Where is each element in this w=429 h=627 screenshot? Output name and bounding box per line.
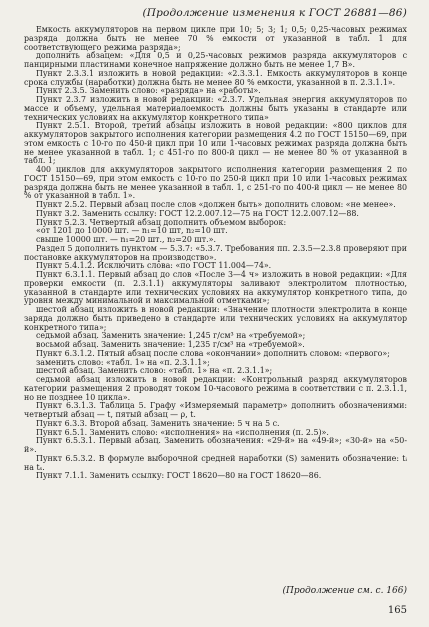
paragraph: шестой абзац. Заменить слово: «табл. 1» на «п. 2.3.1.1»; [36,366,273,376]
continuation-note: (Продолжение см. с. 166) [282,586,407,596]
paragraph: шестой абзац изложить в новой редакции: «Значение плотности электролита в конце заряда должно быть приведено в стандарте или технических условиях на аккумулятор конкретного типа»; [24,305,407,332]
paragraph: Пункт 6.5.3.1. Первый абзац. Заменить обозначения: «29-й» на «49-й»; «30-й» на «50-й». [24,436,407,454]
paragraph: Пункт 6.3.1.1. Первый абзац до слов «После 3—4 ч» изложить в новой редакции: «Для проверки емкости (п. 2.3.1.1) аккумуляторы заливают электролитом плотностью, указанной в стандарте или технических условиях на аккумулятор конкретного типа, до уровня между минимальной и максимальной отметками»; [24,270,407,306]
paragraph: Пункт 2.3.5. Заменить слово: «разряда» на «работы». [36,86,261,96]
paragraph: Пункт 6.3.3. Второй абзац. Заменить значение: 5 ч на 5 с. [36,418,280,428]
paragraph: «от 1201 до 10000 шт. — n₁=10 шт, n₂=10 шт. [36,226,228,236]
paragraph: седьмой абзац. Заменить значение: 1,245 г/см³ на «требуемой»; [36,331,306,341]
paragraph: Пункт 2.5.1. Второй, третий абзацы изложить в новой редакции: «800 циклов для аккумуляторов закрытого исполнения категории размещения 4.2 по ГОСТ 15150—69, при этом емкость с 10-го по 450-й цикл при 10 или 1-часовых режимах разряда должна быть не менее указанной в табл. 1; с 451-го по 800-й цикл — не менее 80 % от указанной в табл. 1; [24,121,407,166]
paragraph: Пункт 6.3.1.2. Пятый абзац после слова «окончании» дополнить словом: «первого»; [36,348,390,358]
paragraph: Пункт 2.3.7 изложить в новой редакции: «2.3.7. Удельная энергия аккумуляторов по массе и объему, удельная материалоемкость должны быть указаны в стандарте или технических условиях на аккумулятор конкретного типа» [24,95,407,122]
paragraph: Пункт 2.5.2. Первый абзац после слов «должен быть» дополнить словом: «не менее». [36,200,396,209]
paragraph: заменить слово: «табл. 1» на «п. 2.3.1.1»; [36,357,210,367]
paragraph: Пункт 3.2. Заменить ссылку: ГОСТ 12.2.007.12—75 на ГОСТ 12.2.007.12—88. [36,208,359,218]
paragraph: Пункт 7.1.1. Заменить ссылку: ГОСТ 18620—80 на ГОСТ 18620—86. [36,471,322,481]
paragraph: 400 циклов для аккумуляторов закрытого исполнения категории размещения 2 по ГОСТ 15150—69, при этом емкость с 10-го по 250-й цикл при 10 или 1-часовых режимах разряда должна быть не менее указанной в табл. 1, с 251-го по 400-й цикл — не менее 80 % от указанной в табл. 1». [24,165,407,201]
paragraph: Пункт 2.3.3.1 изложить в новой редакции: «2.3.3.1. Емкость аккумуляторов в конце срока службы (наработки) должна быть не менее 80 % емкости, указанной в п. 2.3.1.1». [24,68,407,87]
paragraph: Раздел 5 дополнить пунктом — 5.3.7: «5.3.7. Требования пп. 2.3.5—2.3.8 проверяют при постановке аккумуляторов на производство». [24,243,407,262]
paragraph: восьмой абзац. Заменить значение: 1,235 г/см³ на «требуемой». [36,340,305,349]
page-header: (Продолжение изменения к ГОСТ 26881—86) [142,7,407,19]
paragraph: Пункт 5.2.3. Четвертый абзац дополнить объемом выборок: [36,217,287,227]
paragraph: свыше 10000 шт. — n₁=20 шт., n₂=20 шт.». [36,235,216,244]
paragraph: седьмой абзац изложить в новой редакции: «Контрольный разряд аккумуляторов категории размещения 2 проводят током 10-часового режима в соответствии с п. 2.3.1.1, но не позднее 10 цикла». [24,375,407,402]
paragraph: Пункт 6.5.1. Заменить слово: «исполнения» на «исполнения (п. 2.5)». [36,427,329,437]
paragraph: дополнить абзацем: «Для 0,5 и 0,25-часовых режимов разряда аккумуляторов с панцирными пластинами конечное напряжение должно быть не менее 1,7 В». [24,51,407,69]
document-body [24,26,407,481]
paragraph: Пункт 6.3.1.3. Таблица 5. Графу «Измеряемый параметр» дополнить обозначениями: четвертый абзац — t, пятый абзац — ρ, t. [24,401,407,419]
paragraph: Пункт 5.4.1.2. Исключить слова: «по ГОСТ 11.004—74». [36,261,272,271]
paragraph: Емкость аккумуляторов на первом цикле при 10; 5; 3; 1; 0,5; 0,25-часовых режимах разряда должна быть не менее 70 % емкости от указанной в табл. 1 для соответствующего режима разряда»; [24,25,407,52]
page-number: 165 [387,605,407,616]
paragraph: Пункт 6.5.3.2. В формуле выборочной средней наработки (S) заменить обозначение: tᵢ на tₛ. [24,453,407,472]
